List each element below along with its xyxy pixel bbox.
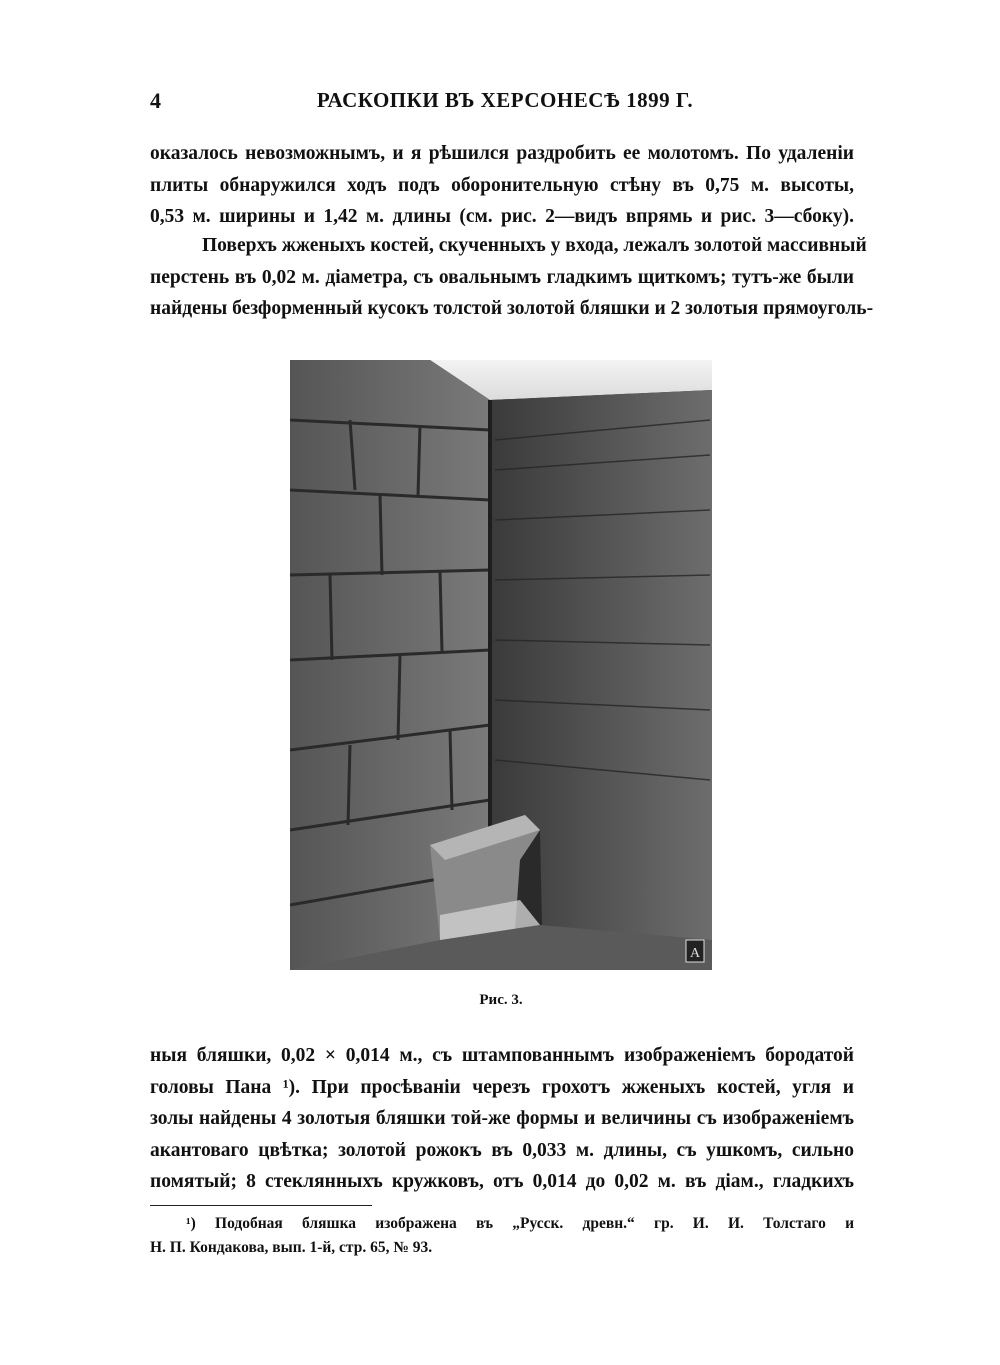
page-number: 4 xyxy=(150,88,161,113)
photo-monogram: A xyxy=(689,946,701,961)
running-title: РАСКОПКИ ВЪ ХЕРСОНЕСѢ 1899 Г. xyxy=(316,88,694,112)
figure-photograph xyxy=(290,360,712,970)
text-line: помятый; 8 стеклянныхъ кружковъ, отъ 0,014 до 0,02 м. въ діам., гладкихъ xyxy=(150,1171,854,1192)
paragraph-continuation xyxy=(150,138,854,233)
paragraph-findings xyxy=(150,230,874,325)
text-line: акантоваго цвѣтка; золотой рожокъ въ 0,033 м. длины, съ ушкомъ, сильно xyxy=(150,1139,854,1161)
text-line: оказалось невозможнымъ, и я рѣшился раздробить ее молотомъ. По удаленіи xyxy=(150,143,854,164)
figure-caption: Рис. 3. xyxy=(479,992,523,1008)
text-line: 0,53 м. ширины и 1,42 м. длины (см. рис. 2—видъ впрямь и рис. 3—сбоку). xyxy=(150,206,854,227)
text-line: перстень въ 0,02 м. діаметра, съ овальнымъ гладкимъ щиткомъ; тутъ-же были xyxy=(150,266,854,288)
text-line: золы найдены 4 золотыя бляшки той-же формы и величины съ изображеніемъ xyxy=(150,1108,854,1129)
text-line: найдены безформенный кусокъ толстой золотой бляшки и 2 золотыя прямоуголь- xyxy=(150,298,874,319)
page-header xyxy=(150,88,860,118)
text-line: плиты обнаружился ходъ подъ оборонительную стѣну въ 0,75 м. высоты, xyxy=(150,174,854,196)
paragraph-after-figure xyxy=(150,1040,854,1198)
text-line: головы Пана ¹). При просѣваніи черезъ грохотъ жженыхъ костей, угля и xyxy=(150,1076,854,1098)
footnote-line: Н. П. Кондакова, вып. 1-й, стр. 65, № 93. xyxy=(150,1239,433,1256)
text-line: Поверхъ жженыхъ костей, скученныхъ у входа, лежалъ золотой массивный xyxy=(202,235,867,256)
stone-wall-photo xyxy=(290,360,712,970)
text-line: ныя бляшки, 0,02 × 0,014 м., съ штампованнымъ изображеніемъ бородатой xyxy=(150,1045,854,1066)
footnote-divider xyxy=(150,1205,372,1206)
footnote-line: ¹) Подобная бляшка изображена въ „Русск. древн.“ гр. И. И. Толстаго и xyxy=(186,1215,854,1232)
footnote xyxy=(150,1212,854,1260)
